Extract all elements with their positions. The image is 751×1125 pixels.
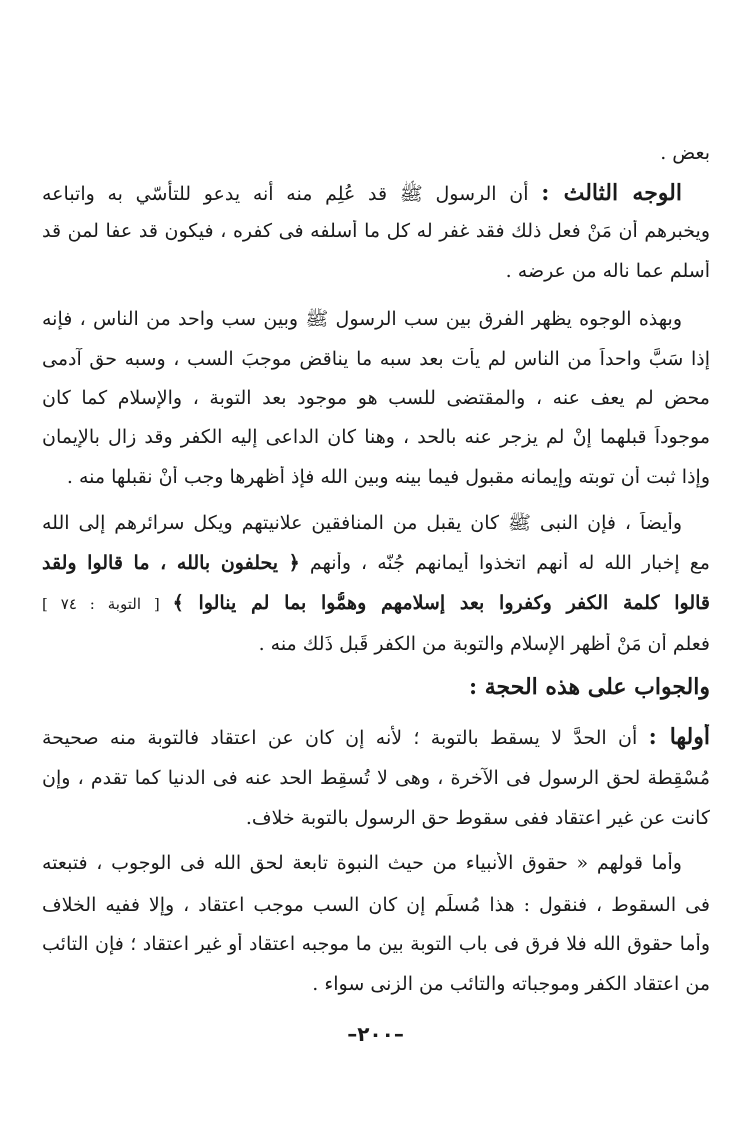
page-body	[42, 140, 710, 1080]
text-line-4: أسلم عما ناله من عرضه .	[505, 260, 710, 282]
text-line-2: الوجه الثالث : أن الرسول ﷺ قد عُلِم منه أنه يدعو للتأسّي به واتباعه	[42, 180, 682, 206]
text-line-20: وأما حقوق الله فلا فرق فى باب التوبة بين ما موجبه اعتقاد أو غير اعتقاد ؛ فإن التائب	[42, 933, 710, 955]
text-line-17: كانت عن غير اعتقاد ففى سقوط حق الرسول بالتوبة خلاف.	[245, 807, 710, 829]
text-line-12	[42, 592, 710, 615]
text-line-5: وبهذه الوجوه يظهر الفرق بين سب الرسول ﷺ وبين سب واحد من الناس ، فإنه	[42, 308, 682, 330]
text-line-19: فى السقوط ، فنقول : هذا مُسلَم إن كان السب موجب اعتقاد ، وإلا ففيه الخلاف	[42, 894, 710, 916]
answer-heading: والجواب على هذه الحجة :	[468, 674, 710, 700]
verse-reference: [ التوبة : ٧٤ ]	[42, 595, 173, 613]
page-number: –٢٠٠–	[347, 1022, 404, 1046]
text-line-7: محض لم يعف عنه ، والمقتضى للسب هو موجود بعد التوبة ، والإسلام كما كان	[42, 387, 710, 409]
text-line-3: ويخبرهم أن مَنْ فعل ذلك فقد غفر له كل ما أسلفه فى كفره ، فيكون قد عفا لمن قد	[42, 220, 710, 242]
text-line-11: مع إخبار الله له أنهم اتخذوا أيمانهم جُنّه ، وأنهم ﴿ يحلفون بالله ، ما قالوا ولقد	[42, 552, 710, 574]
quran-verse: قالوا كلمة الكفر وكفروا بعد إسلامهم وهمُّوا بما لم ينالوا ﴾	[172, 592, 710, 614]
text-line-1: بعض .	[660, 142, 710, 164]
quran-verse: ﴿ يحلفون بالله ، ما قالوا ولقد	[42, 552, 300, 574]
text-line-6: إذا سَبَّ واحداً من الناس لم يأت بعد سبه ما يناقض موجبَ السب ، وسبه حق آدمى	[42, 348, 710, 370]
text-line-18: وأما قولهم « حقوق الأنبياء من حيث النبوة تابعة لحق الله فى الوجوب ، فتبعته	[42, 852, 682, 874]
text-line-15: أولها : أن الحدَّ لا يسقط بالتوبة ؛ لأنه إن كان عن اعتقاد فالتوبة منه صحيحة	[42, 724, 710, 750]
point-heading: أولها :	[648, 724, 710, 750]
text-line-13: فعلم أن مَنْ أظهر الإسلام والتوبة من الكفر قَبل ذَلك منه .	[258, 633, 710, 655]
text-line-8: موجوداً قبلهما إنْ لم يزجر عنه بالحد ، وهنا كان الداعى إليه الكفر وقد زال بالإيمان	[42, 426, 710, 448]
text-line-9: وإذا ثبت أن توبته وإيمانه مقبول فيما بينه وبين الله فإذ أظهرها وجب أنْ نقبلها منه .	[66, 466, 710, 488]
section-heading: الوجه الثالث :	[541, 180, 682, 206]
text-line-21: من اعتقاد الكفر وموجباته والتائب من الزنى سواء .	[312, 973, 710, 995]
text-line-16: مُسْقِطة لحق الرسول فى الآخرة ، وهى لا تُسقِط الحد عنه فى الدنيا كما تقدم ، وإن	[42, 767, 710, 789]
text-line-10: وأيضاً ، فإن النبى ﷺ كان يقبل من المنافقين علانيتهم ويكل سرائرهم إلى الله	[42, 512, 682, 534]
